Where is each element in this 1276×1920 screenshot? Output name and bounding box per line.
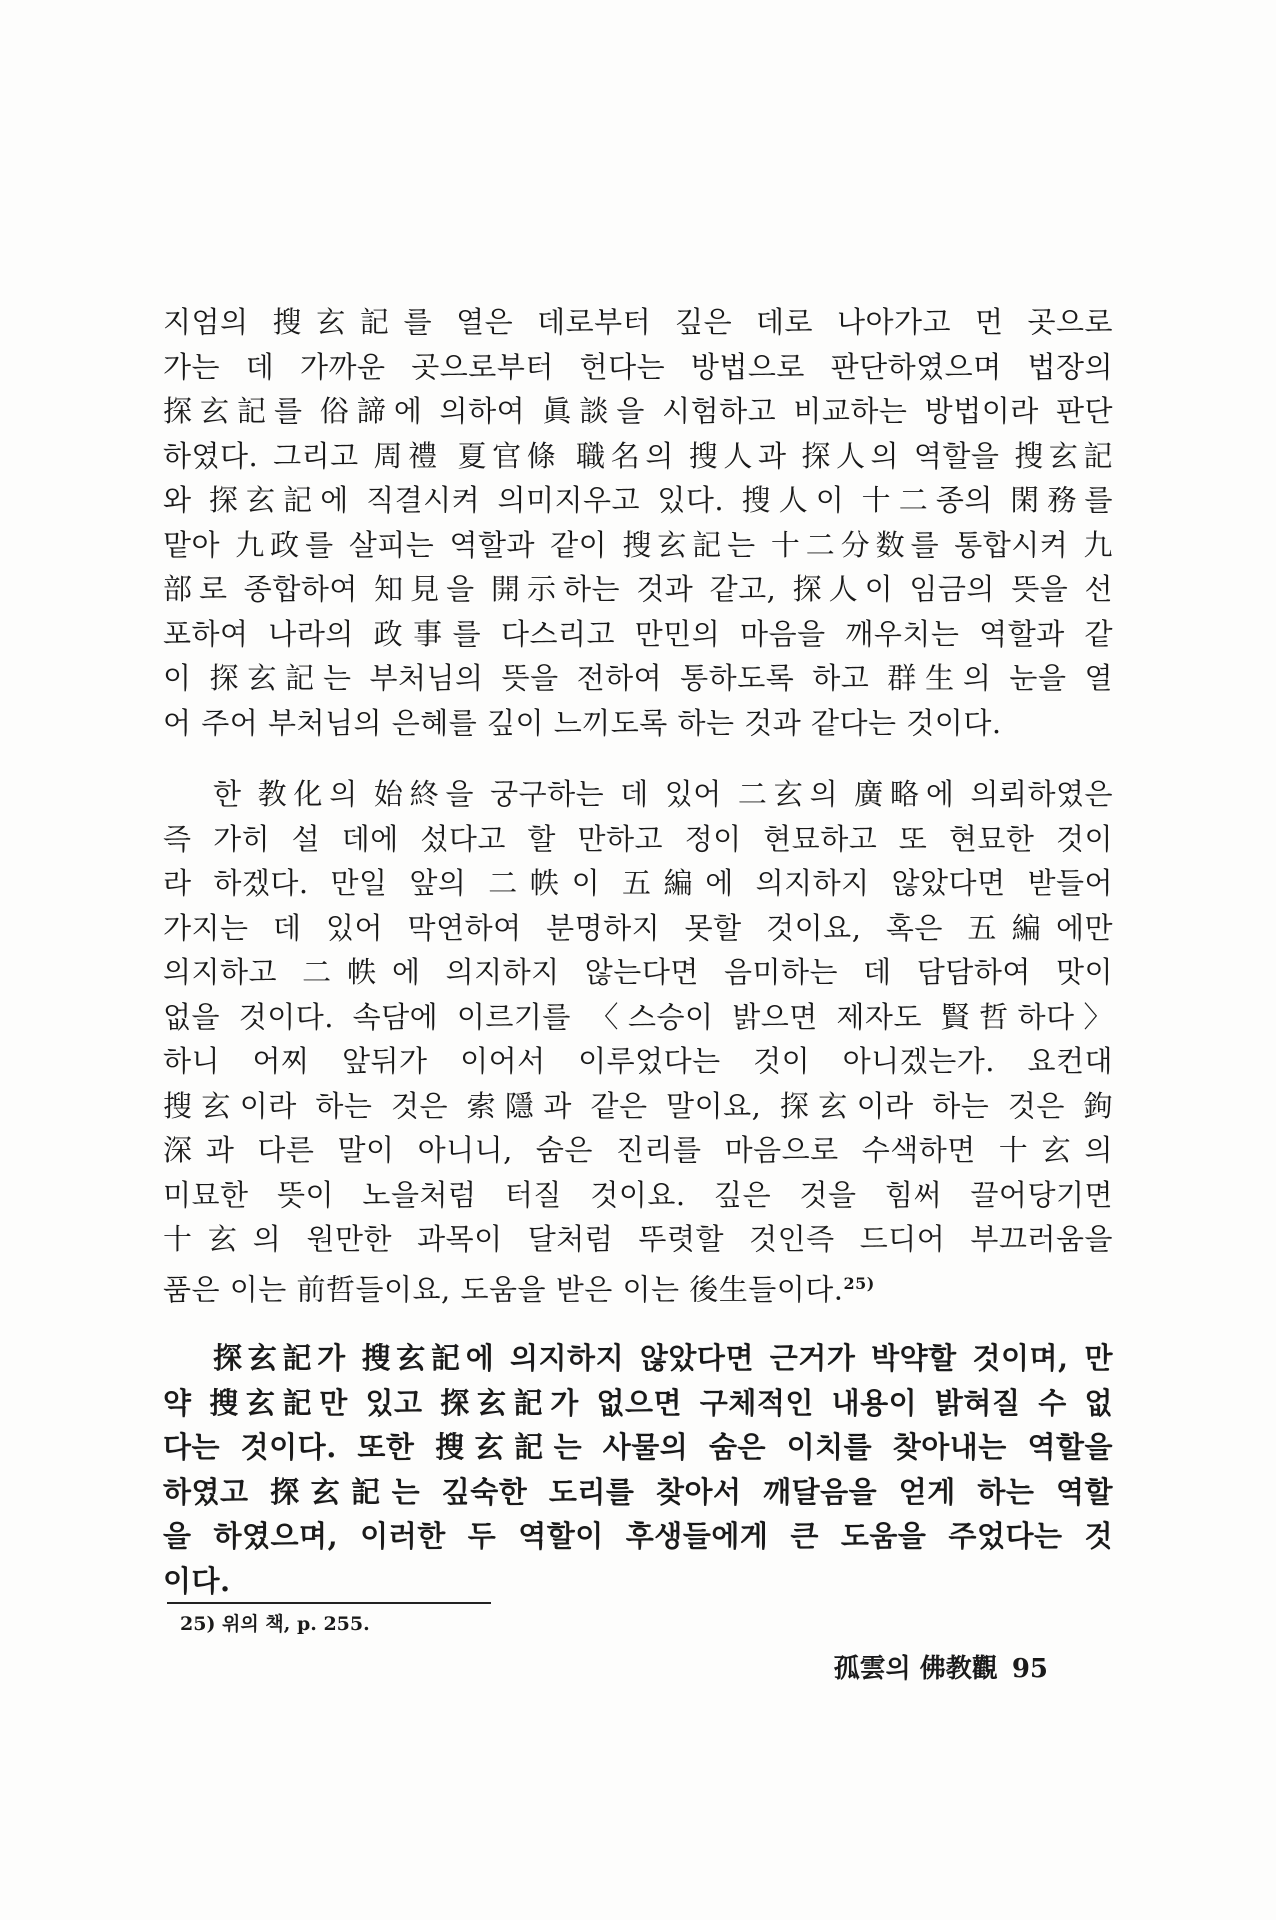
- paragraph-3: [163, 1336, 1113, 1603]
- running-footer-title: 孤雲의 佛教觀: [833, 1654, 998, 1684]
- footnote: 25) 위의 책, p. 255.: [180, 1613, 370, 1635]
- text-line: 다는 것이다. 또한 搜玄記는 사물의 숨은 이치를 찾아내는 역할을: [163, 1430, 1113, 1464]
- text-line: 하였다. 그리고 周禮 夏官條 職名의 搜人과 探人의 역할을 搜玄記: [163, 438, 1113, 473]
- text-line: 搜玄이라 하는 것은 索隱과 같은 말이요, 探玄이라 하는 것은 鉤: [163, 1088, 1113, 1123]
- paragraph-2: [163, 772, 1113, 1312]
- text-line: 探玄記가 搜玄記에 의지하지 않았다면 근거가 박약할 것이며, 만: [213, 1341, 1113, 1375]
- text-line: 지엄의 搜玄記를 열은 데로부터 깊은 데로 나아가고 먼 곳으로: [163, 305, 1113, 339]
- text-line: 즉 가히 설 데에 섰다고 할 만하고 정이 현묘하고 또 현묘한 것이: [163, 821, 1113, 856]
- text-line: 약 搜玄記만 있고 探玄記가 없으면 구체적인 내용이 밝혀질 수 없: [163, 1385, 1113, 1420]
- text-line: 라 하겠다. 만일 앞의 二帙이 五編에 의지하지 않았다면 받들어: [163, 866, 1113, 900]
- text-line: 이다.: [163, 1563, 231, 1598]
- text-line: 十玄의 원만한 과목이 달처럼 뚜렷할 것인즉 드디어 부끄러움을: [163, 1222, 1113, 1256]
- page-number: 95: [1011, 1654, 1048, 1684]
- text-line: 을 하였으며, 이러한 두 역할이 후생들에게 큰 도움을 주었다는 것: [163, 1519, 1113, 1553]
- footnote-divider: [167, 1602, 491, 1604]
- text-line: 맡아 九政를 살피는 역할과 같이 搜玄記는 十二分数를 통합시켜 九: [163, 527, 1113, 562]
- text-line: 어 주어 부처님의 은혜를 깊이 느끼도록 하는 것과 같다는 것이다.: [163, 705, 1002, 740]
- text-line: 품은 이는 前哲들이요, 도움을 받은 이는 後生들이다.: [163, 1272, 844, 1307]
- text-line: 가는 데 가까운 곳으로부터 헌다는 방법으로 판단하였으며 법장의: [163, 349, 1113, 384]
- text-line: 의지하고 二帙에 의지하지 않는다면 음미하는 데 담담하여 맛이: [163, 955, 1113, 989]
- running-footer: [834, 1648, 1048, 1685]
- text-line: 探玄記를 俗諦에 의하여 眞談을 시험하고 비교하는 방법이라 판단: [163, 394, 1113, 428]
- paragraph-1: [163, 300, 1113, 745]
- text-line: 한 教化의 始終을 궁구하는 데 있어 二玄의 廣略에 의뢰하였은: [213, 777, 1113, 811]
- text-line: 와 探玄記에 직결시켜 의미지우고 있다. 搜人이 十二종의 閑務를: [163, 483, 1113, 517]
- text-line: 하니 어찌 앞뒤가 이어서 이루었다는 것이 아니겠는가. 요컨대: [163, 1044, 1113, 1078]
- text-line: 하였고 探玄記는 깊숙한 도리를 찾아서 깨달음을 얻게 하는 역할: [163, 1474, 1113, 1509]
- footnote-reference[interactable]: 25): [843, 1273, 875, 1293]
- text-line: 미묘한 뜻이 노을처럼 터질 것이요. 깊은 것을 힘써 끌어당기면: [163, 1177, 1113, 1212]
- text-line: 가지는 데 있어 막연하여 분명하지 못할 것이요, 혹은 五編에만: [163, 910, 1113, 945]
- text-line-with-note: [163, 1262, 1113, 1312]
- text-line: 이 探玄記는 부처님의 뜻을 전하여 통하도록 하고 群生의 눈을 열: [163, 661, 1113, 695]
- text-line: 深과 다른 말이 아니니, 숨은 진리를 마음으로 수색하면 十玄의: [163, 1133, 1113, 1167]
- text-line: 포하여 나라의 政事를 다스리고 만민의 마음을 깨우치는 역할과 같: [163, 616, 1113, 651]
- text-line: 없을 것이다. 속담에 이르기를 〈스승이 밝으면 제자도 賢哲하다〉: [163, 999, 1113, 1034]
- text-line: 部로 종합하여 知見을 開示하는 것과 같고, 探人이 임금의 뜻을 선: [163, 572, 1113, 606]
